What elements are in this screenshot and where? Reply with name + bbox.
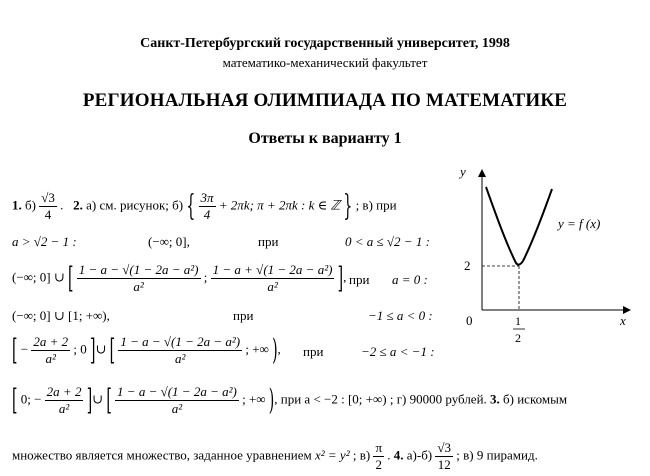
interval-2: (−∞; 0] ∪ [1; +∞), xyxy=(12,308,110,323)
y-tick-label: 2 xyxy=(464,258,471,273)
line7-equation: x² = y² xyxy=(314,447,350,463)
y-axis-label: y xyxy=(460,164,466,179)
cond-range-3: −2 ≤ a < −1 : xyxy=(361,344,435,359)
pri-label-1: при xyxy=(258,234,279,249)
answer-line-7: множество является множество, заданное уравнением x² = y² ; в) $\frac{\pi}{2}$ . 4. а)-б) $\frac{√3}{12}$ ; в) 9 пирамид. xyxy=(12,440,538,472)
faculty-heading: математико-механический факультет xyxy=(222,55,428,70)
answer-line-6: [ 0; − $\frac{2a + 2}{\text{a²}}$ ]∪ [ $\frac{\text{1 − a − √(1 − 2a − a²)}}{\text{a²}}$ ; +∞ ), при a < −2 : [0; +∞) ; г) 90000 рублей. 3. б) искомым xyxy=(12,383,568,418)
x-axis-label: x xyxy=(620,313,626,328)
line3-fraction-2: $\frac{\text{1 − a + √(1 − 2a − a²)}}{\text{a²}}$ xyxy=(212,262,333,294)
cond-range-1: 0 < a ≤ √2 − 1 : xyxy=(345,234,430,249)
line3-fraction-1: $\frac{\text{1 − a − √(1 − 2a − a²)}}{\text{a²}}$ xyxy=(78,262,199,294)
function-graph xyxy=(452,155,642,355)
cond-range-2: −1 ≤ a < 0 : xyxy=(368,308,433,323)
p2-fraction: $\frac{3\pi}{4}$ xyxy=(200,190,214,222)
line7-pi-fraction: $\frac{\pi}{2}$ xyxy=(375,440,383,472)
line5-fraction-2: $\frac{\text{1 − a − √(1 − 2a − a²)}}{\text{a²}}$ xyxy=(120,334,241,366)
p2-part-b-label: б) xyxy=(172,197,184,213)
p2-set-expression: + 2πk; π + 2πk : k ∈ ℤ xyxy=(218,197,341,213)
problem-number-3: 3. xyxy=(490,391,500,407)
p1-fraction: $\frac{√3}{4}$ xyxy=(41,190,55,222)
p4-fraction: $\frac{√3}{12}$ xyxy=(437,440,452,472)
cond-a-gt: a > √2 − 1 : xyxy=(12,234,77,249)
problem-number-4: 4. xyxy=(393,447,404,463)
answer-line-1: 1. б) $\frac{√3}{4}$ . 2. а) см. рисунок; б) { $\frac{3\pi}{4}$ + 2πk; π + 2πk : k ∈ ℤ } ; в) при xyxy=(12,189,397,224)
x-tick-numerator: 1 xyxy=(515,314,521,328)
pri-label-3: при xyxy=(233,308,254,323)
function-curve xyxy=(486,187,552,265)
line6-fraction-1: $\frac{2a + 2}{\text{a²}}$ xyxy=(46,384,82,416)
p2-part-a: а) см. рисунок; xyxy=(86,197,169,213)
cond-a-eq-0: a = 0 : xyxy=(392,272,428,287)
curve-label: y = f (x) xyxy=(558,216,601,231)
problem-number-1: 1. xyxy=(12,197,22,213)
olympiad-title: РЕГИОНАЛЬНАЯ ОЛИМПИАДА ПО МАТЕМАТИКЕ xyxy=(82,90,568,111)
line5-fraction-1: $\frac{2a + 2}{\text{a²}}$ xyxy=(33,334,69,366)
origin-label: 0 xyxy=(466,313,473,328)
problem-number-2: 2. xyxy=(73,197,83,213)
pri-label-2: при xyxy=(349,272,370,287)
p1-part-b: б) xyxy=(25,197,36,213)
p3-part-b: б) искомым xyxy=(503,391,568,407)
answer-line-5: [ − $\frac{2a + 2}{\text{a²}}$ ; 0 ]∪ [ $\frac{\text{1 − a − √(1 − 2a − a²)}}{\text{a²}}$ ; +∞ ), xyxy=(12,333,281,368)
line6-rest: при a < −2 : [0; +∞) ; г) 90000 рублей. xyxy=(280,391,487,407)
x-tick-denominator: 2 xyxy=(515,331,521,345)
interval-1: (−∞; 0], xyxy=(148,234,190,249)
university-heading: Санкт-Петербургский государственный университет, 1998 xyxy=(140,36,510,51)
line6-fraction-2: $\frac{\text{1 − a − √(1 − 2a − a²)}}{\text{a²}}$ xyxy=(117,384,237,416)
p2-part-v: ; в) при xyxy=(355,197,397,213)
pri-label-4: при xyxy=(303,344,324,359)
answer-line-3: (−∞; 0] ∪ [ $\frac{\text{1 − a − √(1 − 2a − a²)}}{\text{a²}}$ ; $\frac{\text{1 − a + √(1 − 2a − a²)}}{\text{a²}}$ ], xyxy=(12,261,347,296)
variant-title: Ответы к варианту 1 xyxy=(248,130,402,147)
